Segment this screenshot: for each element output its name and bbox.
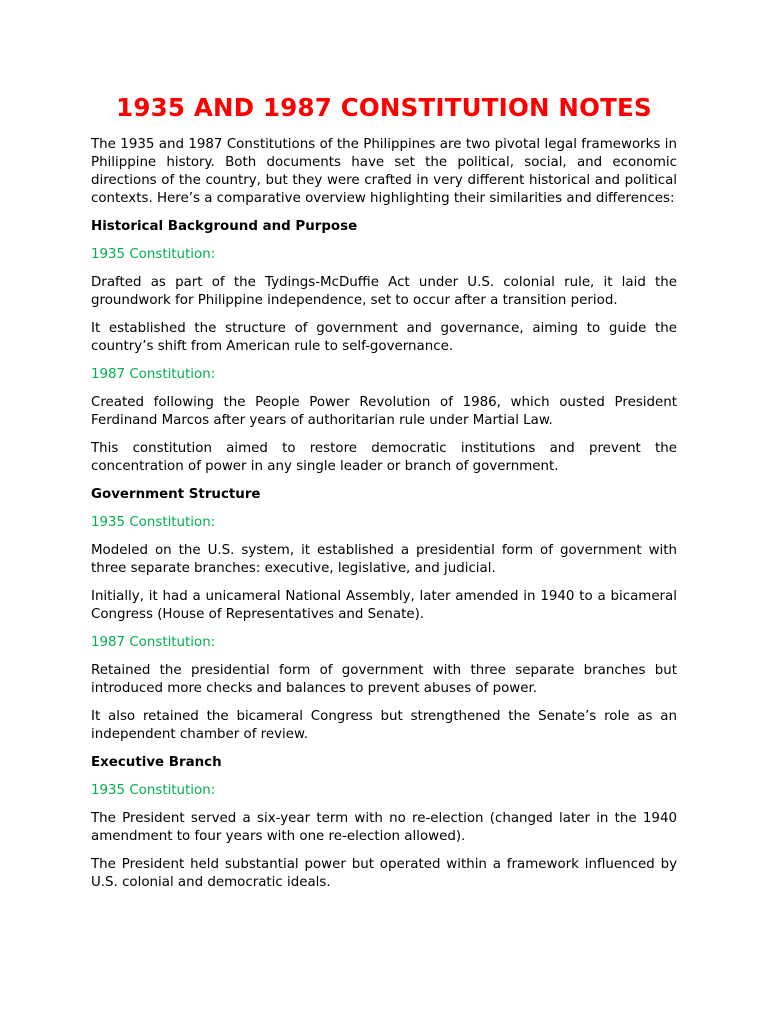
subsection-label: 1935 Constitution: — [91, 783, 216, 798]
subsection-1987 — [91, 634, 677, 744]
section-heading: Executive Branch — [91, 755, 222, 770]
paragraph: Retained the presidential form of government with three separate branches but introduced more checks and balances to prevent abuses of power. — [91, 663, 677, 696]
section-executive-branch — [91, 754, 677, 892]
paragraph: This constitution aimed to restore democratic institutions and prevent the concentration of power in any single leader or branch of government. — [91, 441, 677, 474]
paragraph: Drafted as part of the Tydings-McDuffie Act under U.S. colonial rule, it laid the groundwork for Philippine independence, set to occur after a transition period. — [91, 275, 677, 308]
section-heading: Government Structure — [91, 487, 261, 502]
paragraph: Initially, it had a unicameral National Assembly, later amended in 1940 to a bicameral Congress (House of Representatives and Senate). — [91, 589, 677, 622]
subsection-1987 — [91, 366, 677, 476]
subsection-1935 — [91, 246, 677, 356]
section-government-structure — [91, 486, 677, 744]
paragraph: Modeled on the U.S. system, it established a presidential form of government with three separate branches: executive, legislative, and judicial. — [91, 543, 677, 576]
paragraph: The President served a six-year term with no re-election (changed later in the 1940 amendment to four years with one re-election allowed). — [91, 811, 677, 844]
subsection-label: 1935 Constitution: — [91, 515, 216, 530]
subsection-label: 1987 Constitution: — [91, 367, 216, 382]
paragraph: The President held substantial power but operated within a framework influenced by U.S. colonial and democratic ideals. — [91, 857, 677, 890]
subsection-1935 — [91, 782, 677, 892]
paragraph: Created following the People Power Revolution of 1986, which ousted President Ferdinand Marcos after years of authoritarian rule under Martial Law. — [91, 395, 677, 428]
paragraph: It also retained the bicameral Congress but strengthened the Senate’s role as an independent chamber of review. — [91, 709, 677, 742]
subsection-label: 1987 Constitution: — [91, 635, 216, 650]
subsection-label: 1935 Constitution: — [91, 247, 216, 262]
document-title: 1935 AND 1987 CONSTITUTION NOTES — [116, 93, 652, 122]
section-heading: Historical Background and Purpose — [91, 219, 358, 234]
subsection-1935 — [91, 514, 677, 624]
section-historical-background — [91, 218, 677, 476]
intro-paragraph: The 1935 and 1987 Constitutions of the Philippines are two pivotal legal frameworks in Philippine history. Both documents have set the political, social, and economic directions of the country, but they were crafted in very different historical and political contexts. Here’s a comparative overview highlighting their similarities and differences: — [91, 137, 677, 206]
paragraph: It established the structure of government and governance, aiming to guide the country’s shift from American rule to self-governance. — [91, 321, 677, 354]
